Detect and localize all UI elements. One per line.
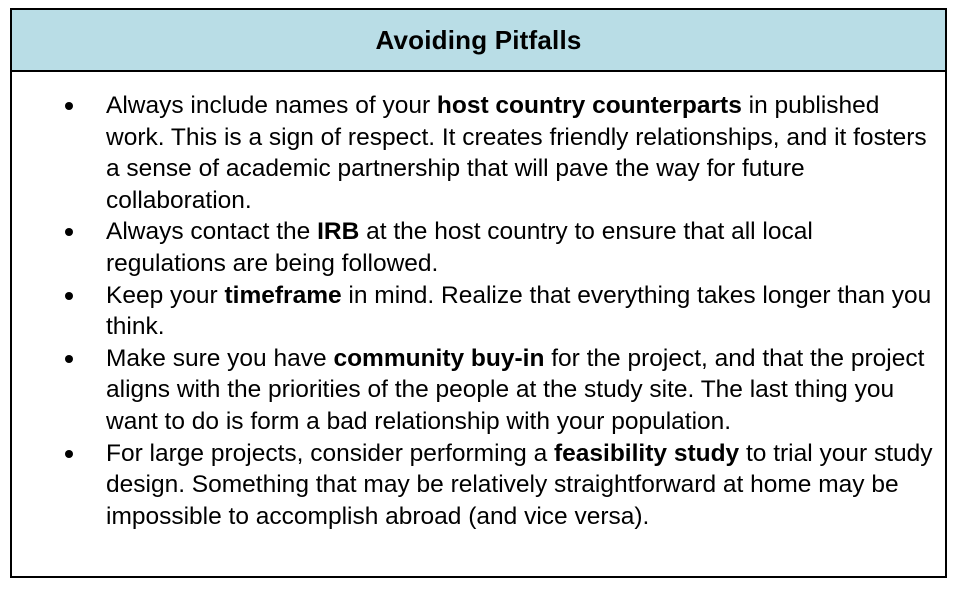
box-title: Avoiding Pitfalls	[375, 24, 582, 55]
item-text-bold: community buy-in	[333, 344, 545, 372]
item-text-before: Always include names of your	[106, 92, 437, 119]
item-text-after: to trial your study design. Something that may be relatively straightforward at home may be impossible to accomplish abroad (and vice versa).	[106, 439, 933, 530]
list-item	[12, 280, 935, 343]
list-item	[12, 216, 935, 279]
bullet-icon	[65, 228, 73, 236]
list-item	[12, 438, 935, 533]
item-text-before: Make sure you have	[106, 344, 334, 372]
item-text-bold: host country counterparts	[436, 92, 742, 119]
item-text-bold: timeframe	[224, 281, 342, 309]
bullet-icon	[65, 355, 73, 363]
pitfalls-list	[12, 72, 945, 532]
bullet-icon	[65, 102, 73, 110]
pitfalls-box	[10, 8, 947, 578]
bullet-icon	[65, 292, 73, 300]
bullet-icon	[65, 450, 73, 458]
box-header	[12, 10, 945, 72]
item-text-bold: feasibility study	[554, 439, 740, 467]
item-text-before: Keep your	[106, 281, 225, 309]
item-text-before: For large projects, consider performing a	[106, 439, 554, 467]
item-text-bold: IRB	[317, 218, 360, 246]
item-text-before: Always contact the	[106, 218, 318, 246]
item-text-after: for the project, and that the project aligns with the priorities of the people at the study site. The last thing you want to do is form a bad relationship with your population.	[106, 344, 925, 435]
item-text-after: at the host country to ensure that all local regulations are being followed.	[106, 218, 813, 277]
list-item	[12, 343, 935, 438]
item-text-after: in mind. Realize that everything takes longer than you think.	[106, 281, 932, 341]
item-text-after: in published work. This is a sign of respect. It creates friendly relationships, and it fosters a sense of academic partnership that will pave the way for future collaboration.	[106, 92, 927, 214]
list-item	[12, 90, 935, 216]
